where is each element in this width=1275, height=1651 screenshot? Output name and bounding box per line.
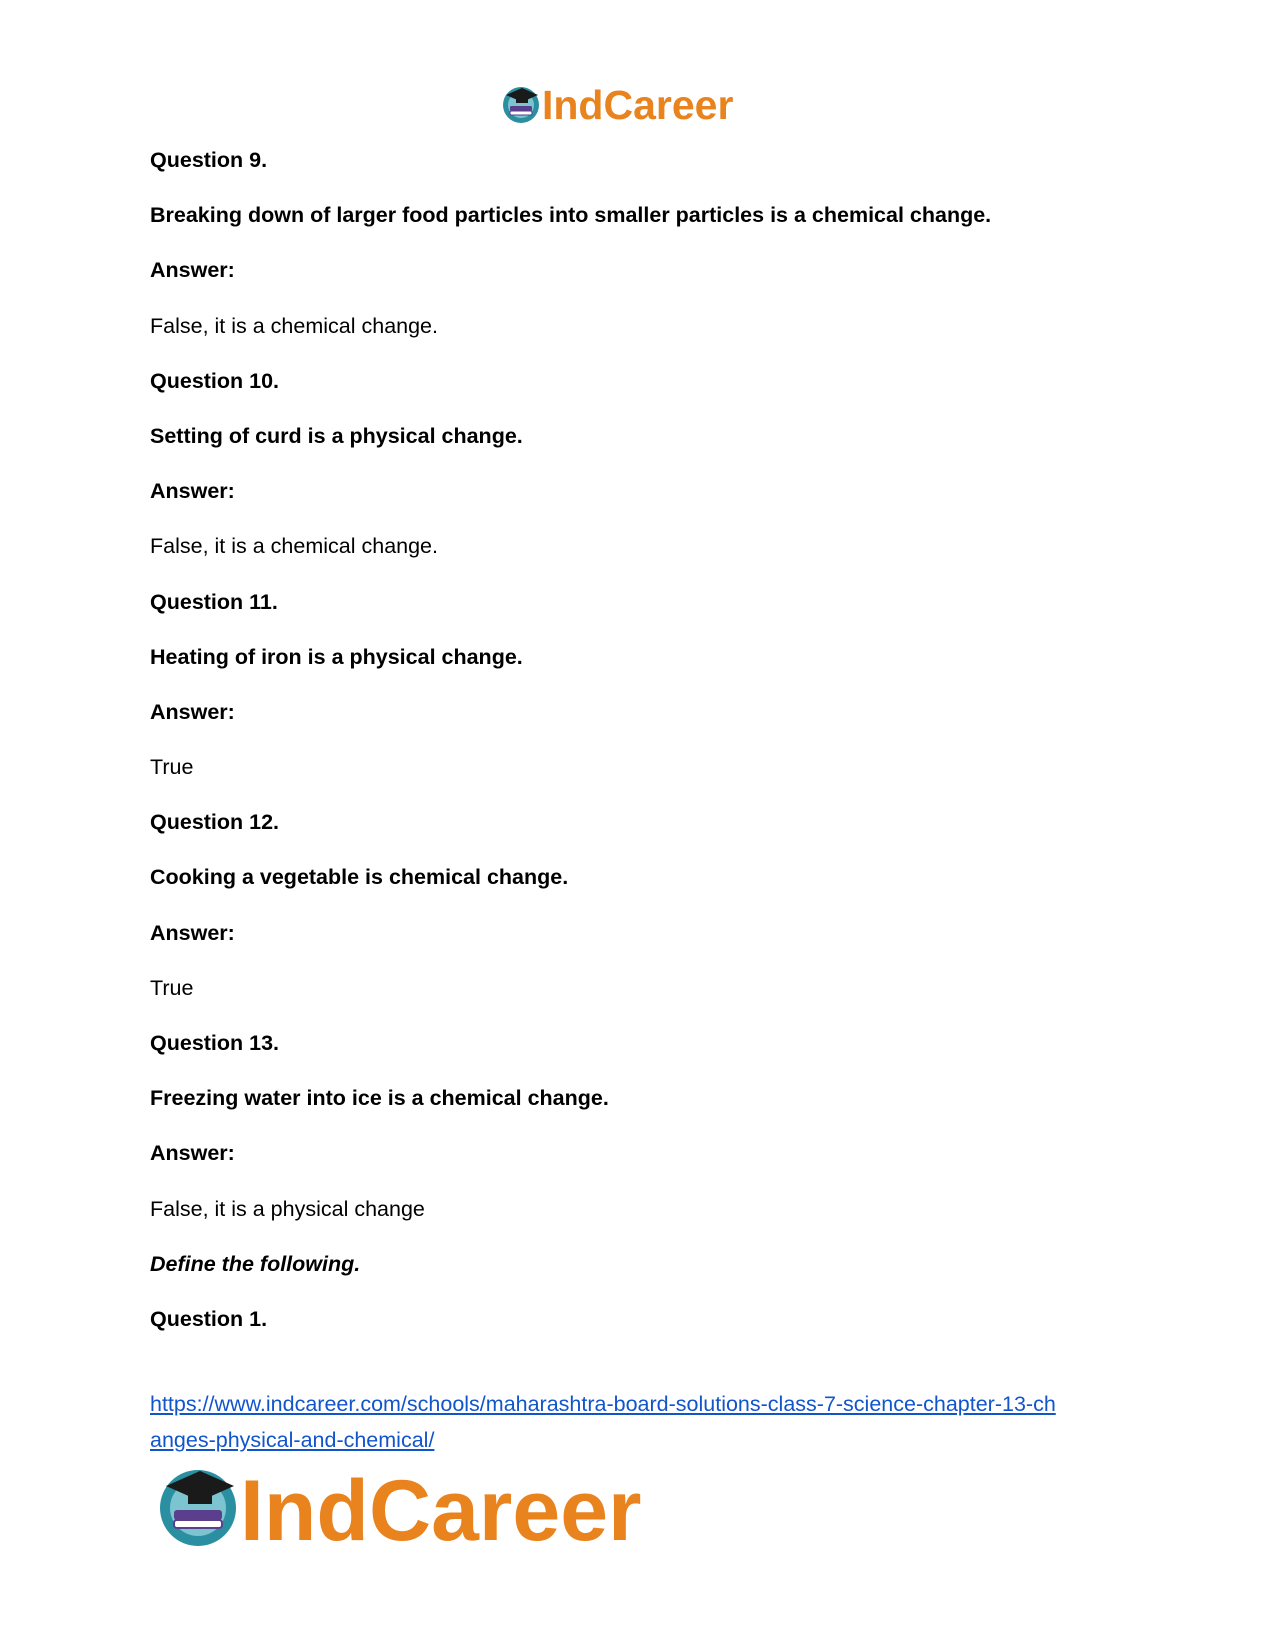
answer-text: False, it is a physical change	[150, 1196, 425, 1221]
question-text: Breaking down of larger food particles into smaller particles is a chemical change.	[150, 203, 992, 228]
question-text: Define the following.	[150, 1251, 361, 1276]
source-link-line-1[interactable]: https://www.indcareer.com/schools/maharashtra-board-solutions-class-7-science-chapter-13-ch	[150, 1392, 1056, 1416]
source-link[interactable]	[150, 1386, 1150, 1458]
question-text: Setting of curd is a physical change.	[150, 423, 523, 448]
document-body	[150, 146, 1130, 1360]
question-text: Question 10.	[150, 368, 280, 393]
answer-text: True	[150, 755, 194, 780]
header-logo-wordmark: IndCareer	[542, 82, 734, 128]
source-link-line-2[interactable]: anges-physical-and-chemical/	[150, 1428, 435, 1452]
answer-text: True	[150, 975, 194, 1000]
answer-text: False, it is a chemical change.	[150, 534, 438, 559]
question-text: Answer:	[150, 479, 235, 504]
answer-text: False, it is a chemical change.	[150, 313, 438, 338]
footer-logo	[158, 1462, 698, 1552]
question-text: Freezing water into ice is a chemical change.	[150, 1086, 609, 1111]
question-text: Answer:	[150, 258, 235, 283]
question-text: Answer:	[150, 699, 235, 724]
question-text: Question 9.	[150, 148, 268, 172]
footer-logo-wordmark: IndCareer	[240, 1463, 642, 1552]
question-text: Question 13.	[150, 1031, 280, 1055]
question-text: Question 1.	[150, 1306, 268, 1331]
logo-emblem-icon	[503, 87, 539, 123]
question-text: Question 11.	[150, 589, 278, 614]
question-text: Question 12.	[150, 810, 280, 835]
header-logo	[500, 80, 770, 128]
question-text: Answer:	[150, 1141, 235, 1166]
question-text: Heating of iron is a physical change.	[150, 644, 523, 669]
question-text: Answer:	[150, 920, 235, 945]
question-text: Cooking a vegetable is chemical change.	[150, 865, 569, 890]
footer-logo-emblem-icon	[160, 1470, 236, 1546]
